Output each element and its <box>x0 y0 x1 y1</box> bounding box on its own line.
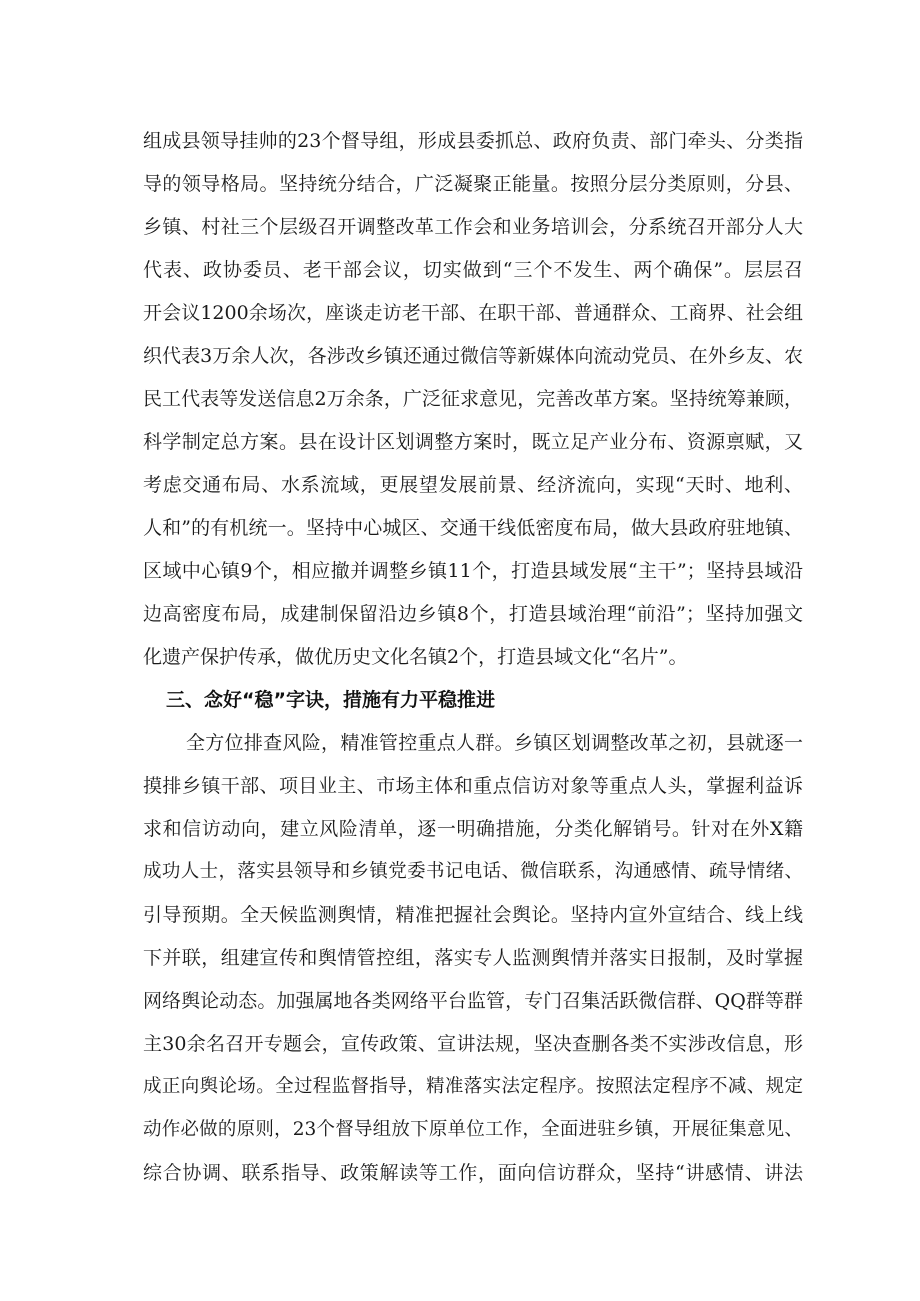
paragraph-1-line: 组成县领导挂帅的23个督导组，形成县委抓总、政府负责、部门牵头、分类指 <box>143 130 803 152</box>
paragraph-2-line: 成正向舆论场。全过程监督指导，精准落实法定程序。按照法定程序不减、规定 <box>143 1076 803 1097</box>
paragraph-1-line: 边高密度布局，成建制保留沿边乡镇8个，打造县域治理“前沿”；坚持加强文 <box>143 603 803 625</box>
paragraph-1-line: 民工代表等发送信息2万余条，广泛征求意见，完善改革方案。坚持统筹兼顾， <box>143 388 803 410</box>
paragraph-2-line: 综合协调、联系指导、政策解读等工作，面向信访群众，坚持“讲感情、讲法 <box>143 1162 803 1184</box>
paragraph-2-line: 求和信访动向，建立风险清单，逐一明确措施，分类化解销号。针对在外X籍 <box>143 818 803 840</box>
paragraph-2-line: 主30余名召开专题会，宣传政策、宣讲法规，坚决查删各类不实涉改信息，形 <box>143 1033 803 1055</box>
paragraph-2-line: 动作必做的原则，23个督导组放下原单位工作，全面进驻乡镇，开展征集意见、 <box>143 1119 803 1140</box>
paragraph-1-line: 代表、政协委员、老干部会议，切实做到“三个不发生、两个确保”。层层召 <box>143 259 803 281</box>
paragraph-1-line: 乡镇、村社三个层级召开调整改革工作会和业务培训会，分系统召开部分人大 <box>143 216 803 238</box>
paragraph-2-line: 成功人士，落实县领导和乡镇党委书记电话、微信联系，沟通感情、疏导情绪、 <box>143 861 803 882</box>
paragraph-2-line: 全方位排查风险，精准管控重点人群。乡镇区划调整改革之初，县就逐一 <box>186 732 803 754</box>
paragraph-2-line: 下并联，组建宣传和舆情管控组，落实专人监测舆情并落实日报制，及时掌握 <box>143 947 803 969</box>
section-heading: 三、念好“稳”字诀，措施有力平稳推进 <box>166 689 495 711</box>
paragraph-1-line: 导的领导格局。坚持统分结合，广泛凝聚正能量。按照分层分类原则，分县、 <box>143 173 803 195</box>
paragraph-1-line: 织代表3万余人次，各涉改乡镇还通过微信等新媒体向流动党员、在外乡友、农 <box>143 345 803 367</box>
paragraph-1-line: 考虑交通布局、水系流域，更展望发展前景、经济流向，实现“天时、地利、 <box>143 474 803 496</box>
paragraph-1-line: 区域中心镇9个，相应撤并调整乡镇11个，打造县域发展“主干”；坚持县域沿 <box>143 560 803 582</box>
paragraph-1-line: 人和”的有机统一。坚持中心城区、交通干线低密度布局，做大县政府驻地镇、 <box>143 517 803 539</box>
paragraph-1-line: 化遗产保护传承，做优历史文化名镇2个，打造县域文化“名片”。 <box>143 646 688 668</box>
paragraph-2-line: 引导预期。全天候监测舆情，精准把握社会舆论。坚持内宣外宣结合、线上线 <box>143 904 803 926</box>
paragraph-2-line: 摸排乡镇干部、项目业主、市场主体和重点信访对象等重点人头，掌握利益诉 <box>143 775 803 797</box>
paragraph-1-line: 科学制定总方案。县在设计区划调整方案时，既立足产业分布、资源禀赋，又 <box>143 431 803 453</box>
paragraph-2-line: 网络舆论动态。加强属地各类网络平台监管，专门召集活跃微信群、QQ群等群 <box>143 990 803 1012</box>
paragraph-1-line: 开会议1200余场次，座谈走访老干部、在职干部、普通群众、工商界、社会组 <box>143 302 803 324</box>
